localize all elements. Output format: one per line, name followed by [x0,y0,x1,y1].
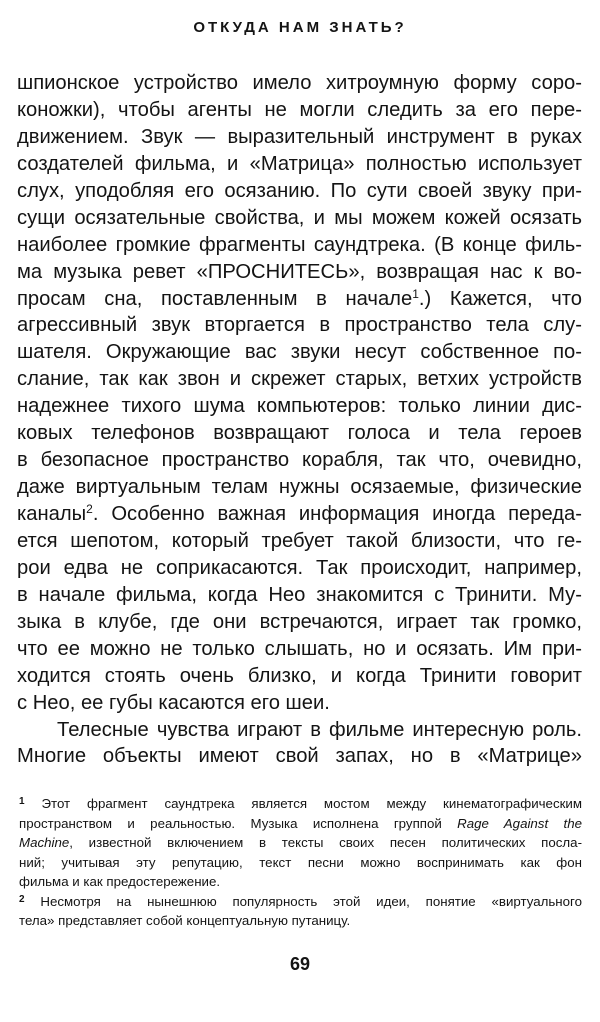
text-line: Многие объекты имеют свой запах, но в «Матрице» [17,745,582,768]
text-segment: пространством и реальностью. Музыка исполнена группой [19,815,442,831]
text-line: ется шепотом, который требует такой близости, что ге- [17,529,582,552]
text-line: слух, уподобляя его осязанию. По сути своей звуку при- [17,179,582,202]
text-line: коножки), чтобы агенты не могли следить за его пере- [17,98,582,121]
text-line: надежнее тихого шума компьютеров: только линии дис- [17,395,582,418]
text-segment: Несмотря на нынешнюю популярность этой идеи, понятие «виртуального [40,893,582,909]
text-line: с Нео, ее губы касаются его шеи. [17,691,330,714]
footnote-line [19,814,582,834]
footnote-number: 2 [19,893,25,905]
page-number: 69 [289,954,311,974]
text-line: шпионское устройство имело хитроумную форму соро- [17,72,582,94]
text-line: рои едва не соприкасаются. Так происходит, например, [17,556,582,579]
footnote-ref-1[interactable]: 1 [412,286,419,301]
paragraph-start-line: Телесные чувства играют в фильме интересную роль. [57,718,582,741]
text-line: агрессивный звук вторгается в пространство тела слу- [17,314,582,337]
footnote-ref-2[interactable]: 2 [86,502,93,516]
text-segment: .) Кажется, что [418,287,582,310]
text-line: зыка в клубе, где они встречаются, играет так громко, [17,610,582,633]
footnote-number: 1 [19,796,25,807]
footnote-line [19,833,582,853]
text-segment: . Особенно важная информация иногда переда- [92,503,582,525]
band-name: Machine [19,835,70,850]
footnote-2 [19,892,582,912]
text-line: ма музыка ревет «ПРОСНИТЕСЬ», возвращая нас к во- [17,260,582,283]
text-segment: просам сна, поставленным в начале [17,287,413,310]
text-segment: каналы [17,503,87,525]
footnotes [19,794,582,931]
text-line: создателей фильма, и «Матрица» полностью использует [17,152,582,175]
text-line: шателя. Окружающие вас звуки несут собственное по- [17,341,582,364]
text-line: движением. Звук — выразительный инструмент в руках [17,125,582,148]
text-line: даже виртуальным телам нужны осязаемые, физические [17,476,582,499]
text-line: ковых телефонов возвращают голоса и тела героев [17,422,582,445]
text-line: наиболее громкие фрагменты саундтрека. (В конце филь- [17,233,582,256]
footnote-line: фильма и как предостережение. [19,874,221,889]
band-name: Rage Against the [457,815,582,831]
footnote-line: тела» представляет собой концептуальную путаницу. [19,913,351,928]
running-head: ОТКУДА НАМ ЗНАТЬ? [193,19,407,36]
text-line [17,286,582,313]
text-line: слание, так как звон и скрежет старых, ветхих устройств [17,368,582,391]
footnote-line: ний; учитывая эту репутацию, текст песни можно воспринимать как фон [19,854,582,870]
text-line: сущи осязательные свойства, и мы можем кожей осязать [17,206,582,229]
text-line [17,501,582,528]
text-line: в начале фильма, когда Нео знакомится с Тринити. Му- [17,583,582,606]
footnote-1 [19,794,582,814]
text-line: что ее можно не только слышать, но и осязать. Им при- [17,637,582,660]
text-line: в безопасное пространство корабля, так что, очевидно, [17,449,582,472]
body-text [17,70,582,770]
text-line: ходится стоять очень близко, и когда Тринити говорит [17,664,582,687]
text-segment: , известной включением в тексты своих песен политических посла- [69,835,582,850]
text-segment: Этот фрагмент саундтрека является мостом между кинематографическим [41,796,582,811]
